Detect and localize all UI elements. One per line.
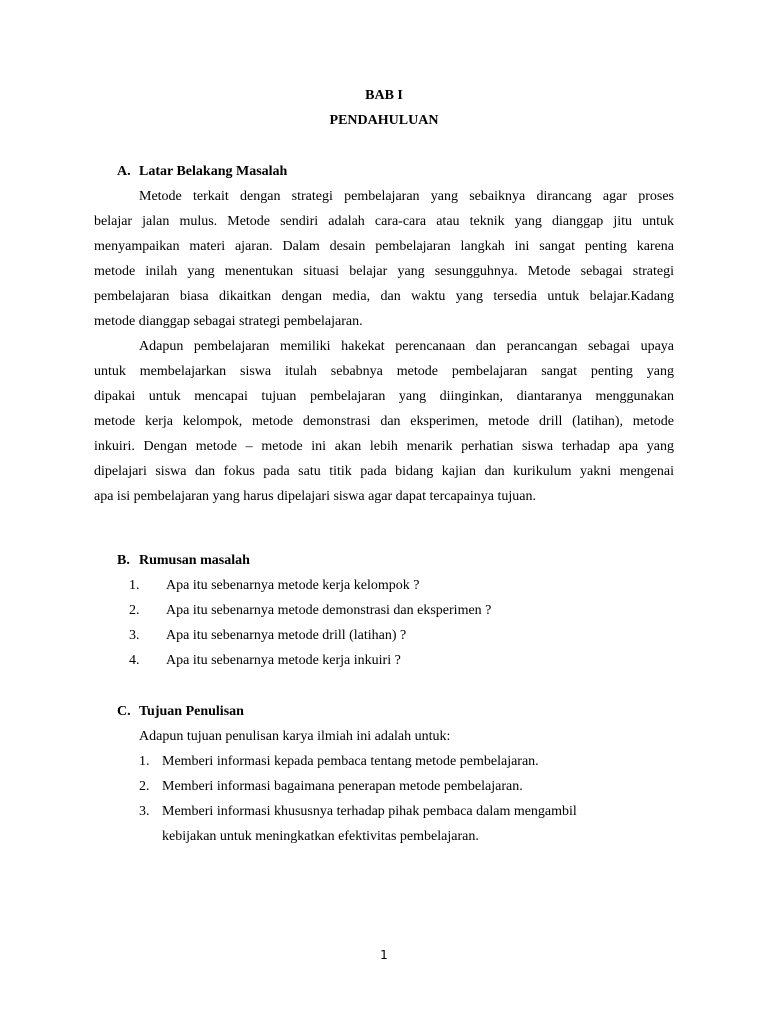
paragraph-line: apa isi pembelajaran yang harus dipelajari siswa agar dapat tercapainya tujuan. (94, 489, 536, 504)
list-item-continuation: kebijakan untuk meningkatkan efektivitas pembelajaran. (162, 829, 479, 844)
list-item: Apa itu sebenarnya metode drill (latihan) ? (166, 628, 407, 643)
list-item: Apa itu sebenarnya metode kerja inkuiri ? (166, 653, 401, 668)
paragraph-line: menyampaikan materi ajaran. Dalam desain pembelajaran langkah ini sangat penting karena (94, 239, 674, 254)
list-item-number: 2. (139, 779, 150, 794)
paragraph-line: belajar jalan mulus. Metode sendiri adalah cara-cara atau teknik yang dianggap jitu untuk (94, 214, 674, 229)
list-item-number: 4. (129, 653, 140, 668)
section-b-label: B. (117, 553, 130, 568)
page-number: 1 (380, 948, 388, 962)
section-b-title: Rumusan masalah (139, 553, 250, 568)
paragraph-line: pembelajaran biasa dikaitkan dengan media, dan waktu yang tersedia untuk belajar.Kadang (94, 289, 674, 304)
section-a-label: A. (117, 164, 131, 179)
list-item-number: 1. (129, 578, 140, 593)
section-b-heading (117, 551, 250, 571)
list-item: Memberi informasi bagaimana penerapan metode pembelajaran. (162, 779, 523, 794)
list-item-number: 1. (139, 754, 150, 769)
section-c-title: Tujuan Penulisan (139, 704, 244, 719)
paragraph-line: metode inilah yang menentukan situasi belajar yang sesungguhnya. Metode sebagai strategi (94, 264, 674, 279)
section-a-title: Latar Belakang Masalah (139, 164, 288, 179)
list-item-number: 3. (139, 804, 150, 819)
chapter-title: PENDAHULUAN (329, 113, 439, 128)
paragraph-line: metode dianggap sebagai strategi pembelajaran. (94, 314, 363, 329)
list-item: Apa itu sebenarnya metode kerja kelompok ? (166, 578, 420, 593)
paragraph-line: untuk membelajarkan siswa itulah sebabnya metode pembelajaran sangat penting yang (94, 364, 674, 379)
section-c-intro: Adapun tujuan penulisan karya ilmiah ini adalah untuk: (139, 729, 451, 744)
chapter-number: BAB I (365, 88, 403, 103)
list-item-number: 2. (129, 603, 140, 618)
list-item: Memberi informasi khususnya terhadap pihak pembaca dalam mengambil (162, 804, 577, 819)
paragraph-line: dipelajari siswa dan fokus pada satu titik pada bidang kajian dan kurikulum yakni mengenai (94, 464, 674, 479)
list-item: Memberi informasi kepada pembaca tentang metode pembelajaran. (162, 754, 539, 769)
paragraph-line: Adapun pembelajaran memiliki hakekat perencanaan dan perancangan sebagai upaya (139, 339, 674, 354)
section-a-heading (117, 162, 287, 182)
section-c-heading (117, 702, 244, 722)
list-item: Apa itu sebenarnya metode demonstrasi dan eksperimen ? (166, 603, 492, 618)
paragraph-line: inkuiri. Dengan metode – metode ini akan lebih menarik perhatian siswa terhadap apa yang (94, 439, 674, 454)
section-c-label: C. (117, 704, 131, 719)
paragraph-line: Metode terkait dengan strategi pembelajaran yang sebaiknya dirancang agar proses (139, 189, 674, 204)
paragraph-line: dipakai untuk mencapai tujuan pembelajaran yang diinginkan, diantaranya menggunakan (94, 389, 674, 404)
paragraph-line: metode kerja kelompok, metode demonstrasi dan eksperimen, metode drill (latihan), metode (94, 414, 674, 429)
list-item-number: 3. (129, 628, 140, 643)
